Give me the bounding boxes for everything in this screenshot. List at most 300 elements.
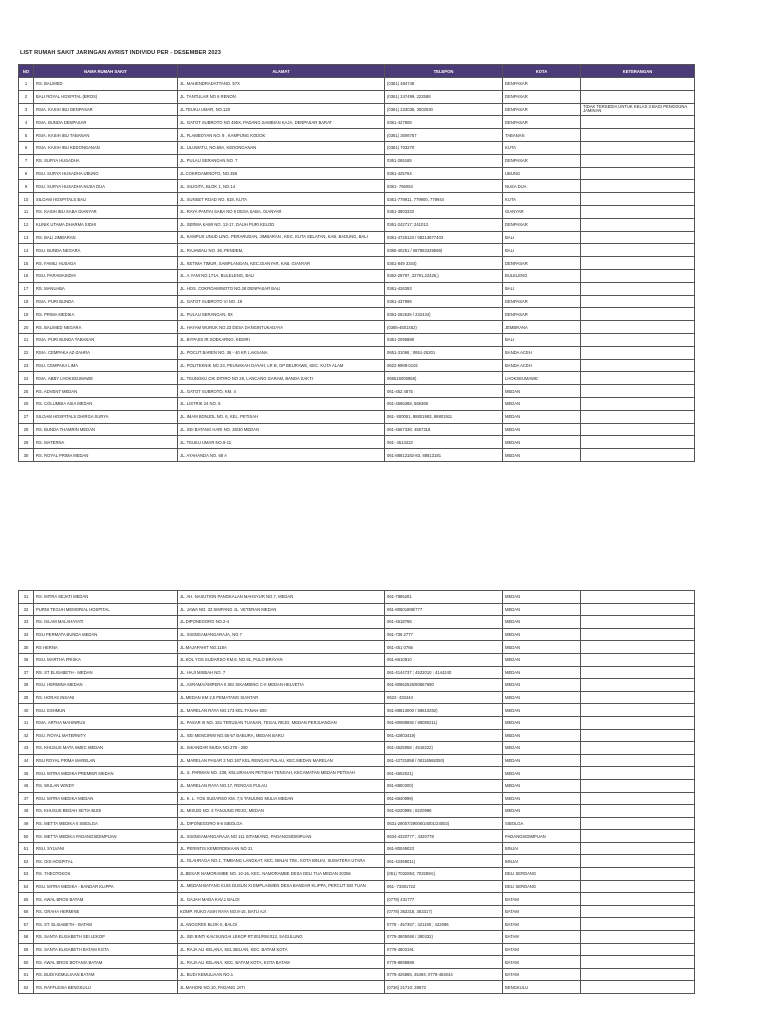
- hospital-name: RS. ROYAL PRIMA MEDAN: [34, 449, 178, 462]
- hospital-notes: [581, 385, 695, 398]
- row-number: 14: [19, 244, 34, 257]
- row-number: 34: [19, 628, 34, 641]
- hospital-name: SILOAM HOSPITALS DHIRGA SURYA: [34, 410, 178, 423]
- hospital-city: LHOKSEUMAWE: [503, 372, 581, 385]
- hospital-address: JL. AYAHANDA NO. 68 A: [178, 449, 385, 462]
- hospital-city: PADANGSIDIMPUAN: [503, 830, 581, 843]
- hospital-address: JL. PASAR III NO. 151 TERUSAN TUASAN, TEGAL REJO, MEDAN PERJUANGAN: [178, 716, 385, 729]
- table-row: [19, 372, 695, 385]
- column-header-no: NO: [19, 65, 34, 78]
- hospital-phone: 061-6640999): [385, 792, 503, 805]
- hospital-notes: [581, 141, 695, 154]
- hospital-name: RS. FAMILI HUSADA: [34, 257, 178, 270]
- hospital-notes: [581, 968, 695, 981]
- table-row: [19, 704, 695, 717]
- hospital-phone: 065516005858): [385, 372, 503, 385]
- hospital-city: DENPASAR: [503, 90, 581, 103]
- hospital-city: DELI SERDANG: [503, 880, 581, 893]
- row-number: 19: [19, 308, 34, 321]
- hospital-notes: [581, 792, 695, 805]
- hospital-phone: (0361) 703270: [385, 141, 503, 154]
- hospital-city: MEDAN: [503, 449, 581, 462]
- table-row: [19, 716, 695, 729]
- table-row: [19, 591, 695, 604]
- hospital-city: DELI SERDANG: [503, 868, 581, 881]
- hospital-phone: (0778) 431777: [385, 893, 503, 906]
- hospital-name: RS. HORAS INSANI: [34, 691, 178, 704]
- hospital-city: DENPASAR: [503, 257, 581, 270]
- hospital-city: DENPASAR: [503, 295, 581, 308]
- hospital-notes: [581, 653, 695, 666]
- hospital-notes: [581, 295, 695, 308]
- hospital-address: JL. SEI BINTI KAV.SUNGAI LEKOP RT.001/RW.013, SAGULUNG: [178, 931, 385, 944]
- hospital-phone: 0361-437999: [385, 295, 503, 308]
- hospital-notes: [581, 218, 695, 231]
- hospital-city: BATAM: [503, 943, 581, 956]
- table-row: [19, 397, 695, 410]
- hospital-notes: [581, 78, 695, 91]
- row-number: 22: [19, 346, 34, 359]
- hospital-address: KOMP. RUKO ASIH RAYA NO.9-15, BATU AJI: [178, 905, 385, 918]
- hospital-city: BULELENG: [503, 269, 581, 282]
- table-row: [19, 90, 695, 103]
- table-row: [19, 653, 695, 666]
- hospital-notes: [581, 129, 695, 142]
- hospital-name: RSU. ESHMUN: [34, 704, 178, 717]
- hospital-address: JL.MAHONI NO.10, PADANG JATI: [178, 981, 385, 994]
- hospital-phone: (0361) 484748: [385, 78, 503, 91]
- table-row: [19, 842, 695, 855]
- row-number: 20: [19, 321, 34, 334]
- hospital-address: JL. ULUWATU, NO.69A, KEDONGANAN: [178, 141, 385, 154]
- hospital-name: RSU. HERMINA MEDAN: [34, 679, 178, 692]
- hospital-notes: [581, 282, 695, 295]
- hospital-notes: [581, 943, 695, 956]
- row-number: 44: [19, 754, 34, 767]
- row-number: 30: [19, 449, 34, 462]
- hospital-address: JL. ASRAMA/AMPERA II SEI SIKAMBING C-II MEDAN HELVETIA: [178, 679, 385, 692]
- hospital-notes: [581, 956, 695, 969]
- table-row: [19, 666, 695, 679]
- hospital-notes: [581, 830, 695, 843]
- hospital-notes: [581, 628, 695, 641]
- hospital-address: JL. RAYA PANTAI SABA NO 9 DESA SABA, GIANYAR: [178, 205, 385, 218]
- table-row: [19, 129, 695, 142]
- table-row: [19, 805, 695, 818]
- hospital-address: JL.TEUKU UMAR, NO.120: [178, 103, 385, 116]
- hospital-address: JL. AH. NASUTION PANGKALAN MAHSYUR NO.7, MEDAN: [178, 591, 385, 604]
- hospital-city: BATAM: [503, 905, 581, 918]
- hospital-city: MEDAN: [503, 805, 581, 818]
- hospital-city: MEDAN: [503, 742, 581, 755]
- hospital-name: PURNI TEGUH MEMORIAL HOSPITAL: [34, 603, 178, 616]
- row-number: 57: [19, 918, 34, 931]
- hospital-city: JEMBRANA: [503, 321, 581, 334]
- hospital-city: BATAM: [503, 893, 581, 906]
- row-number: 46: [19, 779, 34, 792]
- hospital-city: DENPASAR: [503, 218, 581, 231]
- hospital-address: JL. SEI BATANG HARI NO. 28/30 MEDAN: [178, 423, 385, 436]
- hospital-phone: 061-451 0766: [385, 641, 503, 654]
- hospital-address: JL. MARELAN PASAR 3 NO.167 KEL.RENGAS PULAU, KEC.MEDAN MARELAN: [178, 754, 385, 767]
- hospital-address: JL. A.YANI NO.171A, BULELENG, BALI: [178, 269, 385, 282]
- hospital-phone: 0361-4725123 / 08213877403: [385, 231, 503, 244]
- table-row: [19, 167, 695, 180]
- hospital-city: MEDAN: [503, 767, 581, 780]
- table-row: [19, 956, 695, 969]
- row-number: 52: [19, 855, 34, 868]
- hospital-notes: [581, 754, 695, 767]
- row-number: 39: [19, 691, 34, 704]
- row-number: 32: [19, 603, 34, 616]
- hospital-phone: 0361-262535 / 232434): [385, 308, 503, 321]
- hospital-name: RS. MITRA SEJATI MEDAN: [34, 591, 178, 604]
- table-row: [19, 449, 695, 462]
- hospital-city: BALI: [503, 282, 581, 295]
- hospital-notes: [581, 817, 695, 830]
- hospital-city: MEDAN: [503, 628, 581, 641]
- hospital-name: RS. SURYA HUSADHA: [34, 154, 178, 167]
- hospital-notes: [581, 868, 695, 881]
- hospital-phone: (0778) 363318, 363317): [385, 905, 503, 918]
- row-number: 2: [19, 90, 34, 103]
- hospital-city: BANDA ACEH: [503, 359, 581, 372]
- hospital-phone: 061-80862525/80867690: [385, 679, 503, 692]
- hospital-name: KLINIK UTAMA DHARMA SIDHI: [34, 218, 178, 231]
- hospital-name: RS. BALI JIMBARAN: [34, 231, 178, 244]
- table-row: [19, 779, 695, 792]
- hospital-address: JL. LISTRIK 24 NO. 6: [178, 397, 385, 410]
- row-number: 58: [19, 931, 34, 944]
- hospital-city: KUTA: [503, 193, 581, 206]
- hospital-name: RS. SANTA ELISABETH BATAM KOTA: [34, 943, 178, 956]
- hospital-city: MEDAN: [503, 704, 581, 717]
- hospital-notes: [581, 333, 695, 346]
- hospital-phone: 061-736 2777: [385, 628, 503, 641]
- row-number: 28: [19, 423, 34, 436]
- hospital-address: JL. BYPASS IR.SOEKARNO, KEDIRI: [178, 333, 385, 346]
- hospital-phone: 0361-265165: [385, 154, 503, 167]
- hospital-notes: [581, 257, 695, 270]
- hospital-phone: 0361-425764: [385, 167, 503, 180]
- hospital-name: RSIA. ABBY LHOKSEUMAWE: [34, 372, 178, 385]
- hospital-address: JL. SUNSET ROAD NO. 818, KUTA: [178, 193, 385, 206]
- table-row: [19, 78, 695, 91]
- table-row: [19, 754, 695, 767]
- hospital-city: UBUNG: [503, 167, 581, 180]
- hospital-phone: 0361-849 3344): [385, 257, 503, 270]
- hospital-notes: [581, 918, 695, 931]
- hospital-city: BALI: [503, 333, 581, 346]
- hospital-address: JL.MAJAPAHIT NO.118A: [178, 641, 385, 654]
- row-number: 23: [19, 359, 34, 372]
- table-row: [19, 103, 695, 116]
- hospital-address: JL. HAYAM WURUK NO.23 DESA DANGINTUKADAYA: [178, 321, 385, 334]
- row-number: 15: [19, 257, 34, 270]
- hospital-address: JL. BUDI KEMULIAAN NO.1: [178, 968, 385, 981]
- hospital-phone: (0361) 3006757: [385, 129, 503, 142]
- hospital-city: GIANYAR: [503, 205, 581, 218]
- table-row: [19, 691, 695, 704]
- hospital-city: MEDAN: [503, 653, 581, 666]
- row-number: 26: [19, 397, 34, 410]
- hospital-name: RSIA. ARTHA MAHINRUS: [34, 716, 178, 729]
- hospital-name: RSU. SYLVANI: [34, 842, 178, 855]
- hospital-name: RS. ST ELISABETH - MEDAN: [34, 666, 178, 679]
- hospital-phone: 0631-29007/29006/24001/24002): [385, 817, 503, 830]
- hospital-city: MEDAN: [503, 729, 581, 742]
- hospital-phone: 061-4566368, 566368: [385, 397, 503, 410]
- hospital-phone: 0361- 766054: [385, 180, 503, 193]
- row-number: 11: [19, 205, 34, 218]
- hospital-city: BALI: [503, 244, 581, 257]
- hospital-notes: [581, 154, 695, 167]
- hospital-name: RS. BALIMED: [34, 78, 178, 91]
- hospital-address: JL.KOL YOS SUDARSO KM.6, NO.91, PULO BRAYAN: [178, 653, 385, 666]
- hospital-name: RSIA. KASIH IBU KEDONGANAN: [34, 141, 178, 154]
- hospital-name: RSU. MITRA MEDIKA MEDAN: [34, 792, 178, 805]
- hospital-city: DENPASAR: [503, 78, 581, 91]
- hospital-address: JL. HAJI MISBAH NO. 7: [178, 666, 385, 679]
- hospital-city: MEDAN: [503, 410, 581, 423]
- hospital-city: MEDAN: [503, 616, 581, 629]
- hospital-name: SILOAM HOSPITALS BALI: [34, 193, 178, 206]
- hospital-city: BALI: [503, 231, 581, 244]
- hospital-notes: [581, 679, 695, 692]
- hospital-phone: 0622-9988-0102: [385, 359, 503, 372]
- table-row: [19, 880, 695, 893]
- hospital-address: JL. GAJAH MADA KAV.1 BALOI: [178, 893, 385, 906]
- row-number: 59: [19, 943, 34, 956]
- hospital-notes: [581, 716, 695, 729]
- table-row: [19, 205, 695, 218]
- hospital-notes: [581, 397, 695, 410]
- hospital-phone: 061-4144737 ; 4522010 ; 4144240: [385, 666, 503, 679]
- row-number: 12: [19, 218, 34, 231]
- hospital-address: JL. RAJAWALI NO. 36, PENDEM,: [178, 244, 385, 257]
- hospital-phone: (061) 7032854; 7032694;): [385, 868, 503, 881]
- table-row: [19, 346, 695, 359]
- hospital-name: RS. COLUMBIA ASIA MEDAN: [34, 397, 178, 410]
- hospital-notes: [581, 842, 695, 855]
- row-number: 13: [19, 231, 34, 244]
- hospital-address: JL.DIPONEGORO NO.2-4: [178, 616, 385, 629]
- hospital-name: RS. AWAL BROS BATAM: [34, 893, 178, 906]
- hospital-name: RSIA. PURI BUNDA TABANAN: [34, 333, 178, 346]
- row-number: 1: [19, 78, 34, 91]
- hospital-address: JL. GATOT SUBROTO NO 455X, PADANG SAMBIAN KAJA, DENPASAR BARAT: [178, 116, 385, 129]
- table-row: [19, 410, 695, 423]
- table-row: [19, 943, 695, 956]
- hospital-name: RS. SANTA ELISABETH SEI LEKOP: [34, 931, 178, 944]
- hospital-phone: 0778-4803191: [385, 943, 503, 956]
- hospital-address: JL. SILIGITA, BLOK 1, NO.14: [178, 180, 385, 193]
- hospital-phone: 061-42369011): [385, 855, 503, 868]
- hospital-notes: [581, 90, 695, 103]
- hospital-address: JL. MAHENDRADATTANO. 57X: [178, 78, 385, 91]
- row-number: 60: [19, 956, 34, 969]
- row-number: 10: [19, 193, 34, 206]
- hospital-phone: 061-4557338, 4557318: [385, 423, 503, 436]
- hospital-phone: 061-452 4875: [385, 385, 503, 398]
- row-number: 47: [19, 792, 34, 805]
- hospital-city: MEDAN: [503, 603, 581, 616]
- hospital-address: JL. OLAHRAGA NO.1, TIMBANG LANGKAT, KEC. BINJAI TIM., KOTA BINJAI, SUMATERA UTARA: [178, 855, 385, 868]
- row-number: 38: [19, 679, 34, 692]
- hospital-notes: [581, 905, 695, 918]
- table-row: [19, 968, 695, 981]
- row-number: 27: [19, 410, 34, 423]
- row-number: 61: [19, 968, 34, 981]
- table-row: [19, 269, 695, 282]
- hospital-name: RSU. CEMPAKA LIMA: [34, 359, 178, 372]
- hospital-phone: 0362-29797, 32791,22426,): [385, 269, 503, 282]
- hospital-notes: [581, 691, 695, 704]
- hospital-city: BATAM: [503, 968, 581, 981]
- table-row: [19, 981, 695, 994]
- hospital-address: JL.ANGGREK BLOK II, BALOI: [178, 918, 385, 931]
- hospital-city: MEDAN: [503, 591, 581, 604]
- table-row: [19, 767, 695, 780]
- hospital-address: JL. S. PARMAN NO. 236, KELURAHAN PETISAH TENGAH, KECAMATAN MEDAN PETISAH: [178, 767, 385, 780]
- hospital-phone: 061-42731858 / 08116568250): [385, 754, 503, 767]
- row-number: 37: [19, 666, 34, 679]
- hospital-name: RS. OIS HOSPITAL: [34, 855, 178, 868]
- hospital-address: JL. IMAM BONJOL NO. 6, KEL. PETISAH: [178, 410, 385, 423]
- hospital-city: BINJAI: [503, 842, 581, 855]
- hospital-notes: [581, 729, 695, 742]
- row-number: 16: [19, 269, 34, 282]
- column-header-notes: KETERANGAN: [581, 65, 695, 78]
- hospital-phone: 0651-31066 ; 0651-25201: [385, 346, 503, 359]
- hospital-city: MEDAN: [503, 679, 581, 692]
- table-row: [19, 855, 695, 868]
- hospital-phone: 0361-779911, 779900, 779944: [385, 193, 503, 206]
- hospital-address: JL. RAJA ALI KELANA, KEL BELIAN, KEC. BATAM KOTA: [178, 943, 385, 956]
- hospital-city: MEDAN: [503, 716, 581, 729]
- table-row: [19, 141, 695, 154]
- row-number: 21: [19, 333, 34, 346]
- hospital-name: RSU ROYAL PRIMA MARELAN: [34, 754, 178, 767]
- hospital-phone: 061-7885261: [385, 591, 503, 604]
- row-number: 31: [19, 591, 34, 604]
- hospital-address: JL. MISUID NO. 3 TANJUNG REJO, MEDAN: [178, 805, 385, 818]
- hospital-city: SIBOLGA: [503, 817, 581, 830]
- hospital-name: RSU. PARAMASIDHI: [34, 269, 178, 282]
- table-row: [19, 423, 695, 436]
- hospital-notes: [581, 931, 695, 944]
- hospital-address: JL. PERINTIS KEMERDEKAAN NO 21: [178, 842, 385, 855]
- hospital-city: MEDAN: [503, 436, 581, 449]
- table-row: [19, 308, 695, 321]
- table-row: [19, 729, 695, 742]
- hospital-phone: 0361-427808: [385, 116, 503, 129]
- row-number: 8: [19, 167, 34, 180]
- row-number: 43: [19, 742, 34, 755]
- row-number: 24: [19, 372, 34, 385]
- row-number: 62: [19, 981, 34, 994]
- hospital-name: RS. MATERNA: [34, 436, 178, 449]
- hospital-phone: 061-4502021): [385, 767, 503, 780]
- hospital-city: MEDAN: [503, 423, 581, 436]
- hospital-phone: 061- 4514222: [385, 436, 503, 449]
- hospital-name: RS. ADVENT MEDAN: [34, 385, 178, 398]
- hospital-name: RS. WULAN WINDY: [34, 779, 178, 792]
- table-row: [19, 742, 695, 755]
- hospital-address: JL. GATOT SUBROTO, KM. 4: [178, 385, 385, 398]
- hospital-notes: [581, 167, 695, 180]
- hospital-phone: 0634-4320777 ; 4320778: [385, 830, 503, 843]
- hospital-address: JL. SISINGAMANGARAJA NO 111 SITAMIANG, PADANGSIDIMPUAN: [178, 830, 385, 843]
- hospital-address: JL. POLITEKNIK NO 23, PEUNAKAH DAYAH, LR B, GP BEURAWE, KEC. KUTA ALAM: [178, 359, 385, 372]
- table-row: [19, 193, 695, 206]
- row-number: 36: [19, 653, 34, 666]
- hospital-address: JL. FLAMBOYAN NO. 9 , KAMPUNG KODOK: [178, 129, 385, 142]
- hospital-notes: [581, 779, 695, 792]
- hospital-phone: 061-4518766: [385, 616, 503, 629]
- hospital-address: JL. HOS. COKROAMINOTO NO.28 DENPASAR BALI: [178, 282, 385, 295]
- hospital-phone: 061-80049023: [385, 842, 503, 855]
- hospital-phone: 061-80501888/777: [385, 603, 503, 616]
- hospital-phone: 0361-426393: [385, 282, 503, 295]
- hospital-notes: [581, 359, 695, 372]
- hospital-phone: 0778 - 457357 ; 421190 ; 422096: [385, 918, 503, 931]
- hospital-name: RS. AWAL BROS BOTANIA BATAM: [34, 956, 178, 969]
- hospital-name: BALI ROYAL HOSPITAL (BROS): [34, 90, 178, 103]
- hospital-city: DENPASAR: [503, 154, 581, 167]
- column-header-phone: TELEPON: [385, 65, 503, 78]
- hospital-address: JL. PULAU SERANGAN NO. 7: [178, 154, 385, 167]
- hospital-city: MEDAN: [503, 397, 581, 410]
- row-number: 49: [19, 817, 34, 830]
- hospital-name: RSIA. KASIH IBU TABANAN: [34, 129, 178, 142]
- hospital-name: RS. BALIMED NEGARA: [34, 321, 178, 334]
- hospital-name: RSIA. BUNDA DENPASAR: [34, 116, 178, 129]
- hospital-city: NUSA DUA: [503, 180, 581, 193]
- row-number: 29: [19, 436, 34, 449]
- table-row: [19, 282, 695, 295]
- hospital-name: RS. KASIH IBU SABA GIANYAR: [34, 205, 178, 218]
- hospital-city: MEDAN: [503, 385, 581, 398]
- table-row: [19, 830, 695, 843]
- hospital-phone: 061-6610910: [385, 653, 503, 666]
- table-row: [19, 257, 695, 270]
- hospital-notes: [581, 231, 695, 244]
- row-number: 18: [19, 295, 34, 308]
- row-number: 56: [19, 905, 34, 918]
- hospital-name: RS. METTA MEDIKA PADANGSIDIMPUAN: [34, 830, 178, 843]
- hospital-phone: 0778-426865, 45494; 0778-454044: [385, 968, 503, 981]
- hospital-name: RSU PERMATA BUNDA MEDAN: [34, 628, 178, 641]
- hospital-notes: [581, 855, 695, 868]
- hospital-city: BATAM: [503, 931, 581, 944]
- hospital-notes: [581, 742, 695, 755]
- hospital-notes: [581, 308, 695, 321]
- table-row: [19, 817, 695, 830]
- hospital-phone: 0778-8898888: [385, 956, 503, 969]
- row-number: 41: [19, 716, 34, 729]
- hospital-notes: [581, 410, 695, 423]
- table-row: [19, 385, 695, 398]
- table-row: [19, 628, 695, 641]
- hospital-address: JL.MEDAN KM 2,5 PEMATANG SIANTAR: [178, 691, 385, 704]
- hospital-name: RS. ISLAM MALAHAYATI: [34, 616, 178, 629]
- hospital-notes: TIDAK TERSEDIA UNTUK KELAS 3 BAGI PENGGUNA JAMINAN: [581, 103, 695, 116]
- column-header-city: KOTA: [503, 65, 581, 78]
- row-number: 40: [19, 704, 34, 717]
- hospital-phone: 0361-2095888: [385, 333, 503, 346]
- table-row: [19, 616, 695, 629]
